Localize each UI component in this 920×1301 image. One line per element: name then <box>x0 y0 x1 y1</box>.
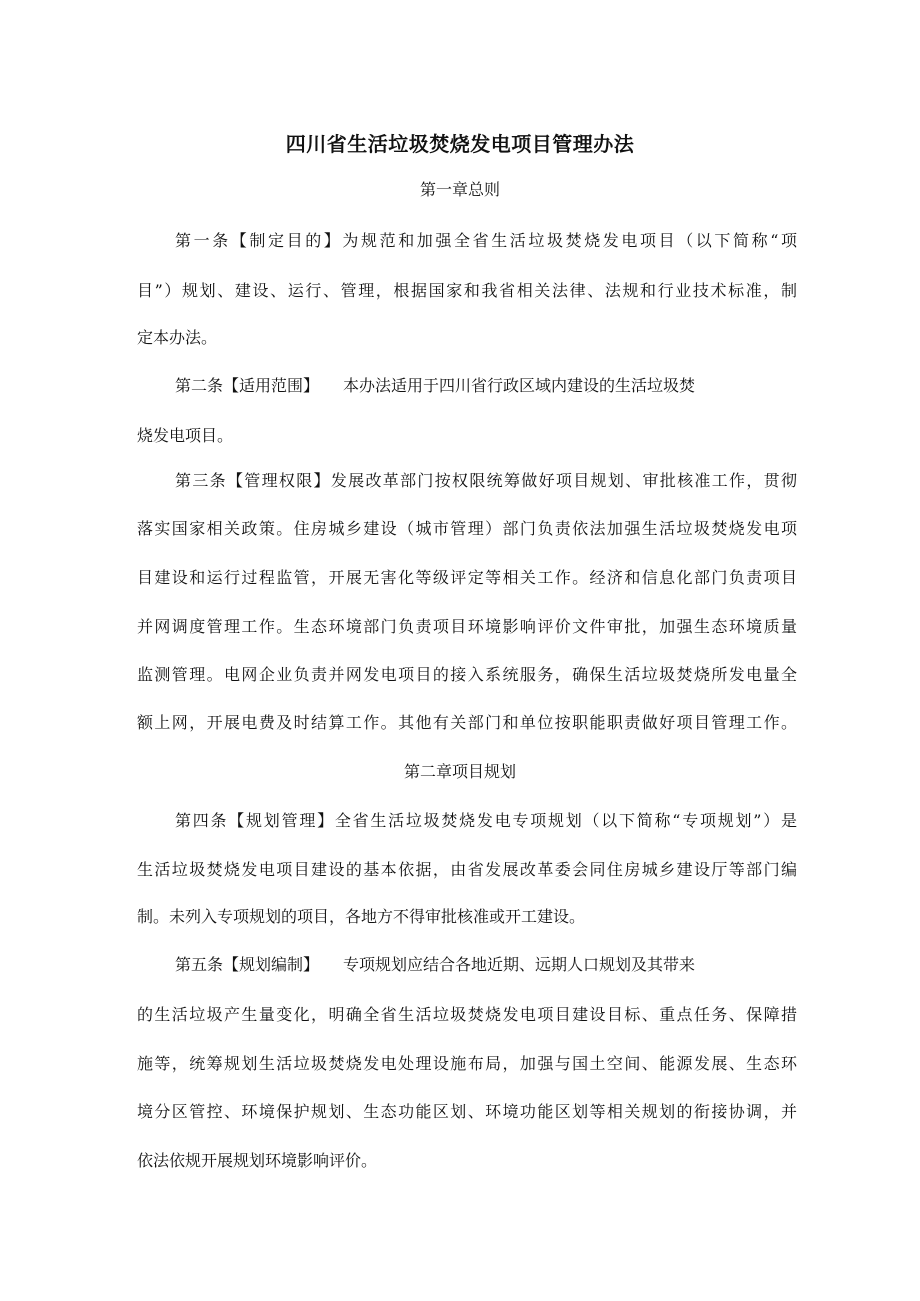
article-3-line-4: 并网调度管理工作。生态环境部门负责项目环境影响评价文件审批，加强生态环境质量 <box>137 617 797 636</box>
article-3-line-6: 额上网，开展电费及时结算工作。其他有关部门和单位按职能职责做好项目管理工作。 <box>137 713 797 732</box>
chapter-heading: 第二章项目规划 <box>403 762 516 781</box>
article-4-line-1: 第四条【规划管理】全省生活垃圾焚烧发电专项规划（以下简称“专项规划”）是 <box>175 811 797 830</box>
article-3-line-5: 监测管理。电网企业负责并网发电项目的接入系统服务，确保生活垃圾焚烧所发电量全 <box>137 665 797 684</box>
chapter-heading: 第一章总则 <box>419 180 500 199</box>
article-5-line-4: 境分区管控、环境保护规划、生态功能区划、环境功能区划等相关规划的衔接协调，并 <box>137 1102 797 1121</box>
article-3-line-1: 第三条【管理权限】发展改革部门按权限统筹做好项目规划、审批核准工作，贯彻 <box>175 471 797 490</box>
article-3-line-2: 落实国家相关政策。住房城乡建设（城市管理）部门负责依法加强生活垃圾焚烧发电项 <box>137 519 797 538</box>
article-5-line-2: 的生活垃圾产生量变化，明确全省生活垃圾焚烧发电项目建设目标、重点任务、保障措 <box>137 1005 797 1024</box>
article-1-line-3: 定本办法。 <box>137 328 218 347</box>
article-3-line-3: 目建设和运行过程监管，开展无害化等级评定等相关工作。经济和信息化部门负责项目 <box>137 568 797 587</box>
article-1-line-2: 目”）规划、建设、运行、管理，根据国家和我省相关法律、法规和行业技术标准，制 <box>137 281 797 300</box>
article-5-line-1: 第五条【规划编制】 专项规划应结合各地近期、远期人口规划及其带来 <box>175 955 696 974</box>
article-4-line-2: 生活垃圾焚烧发电项目建设的基本依据，由省发展改革委会同住房城乡建设厅等部门编 <box>137 860 797 879</box>
article-4-line-3: 制。未列入专项规划的项目，各地方不得审批核准或开工建设。 <box>137 907 586 926</box>
article-2-line-1: 第二条【适用范围】 本办法适用于四川省行政区域内建设的生活垃圾焚 <box>175 376 696 395</box>
article-2-line-2: 烧发电项目。 <box>137 426 234 445</box>
article-1-line-1: 第一条【制定目的】为规范和加强全省生活垃圾焚烧发电项目（以下简称“项 <box>175 231 797 250</box>
document-title: 四川省生活垃圾焚烧发电项目管理办法 <box>285 132 635 156</box>
article-5-line-3: 施等，统筹规划生活垃圾焚烧发电处理设施布局，加强与国土空间、能源发展、生态环 <box>137 1054 797 1073</box>
article-5-line-5: 依法依规开展规划环境影响评价。 <box>137 1151 378 1170</box>
